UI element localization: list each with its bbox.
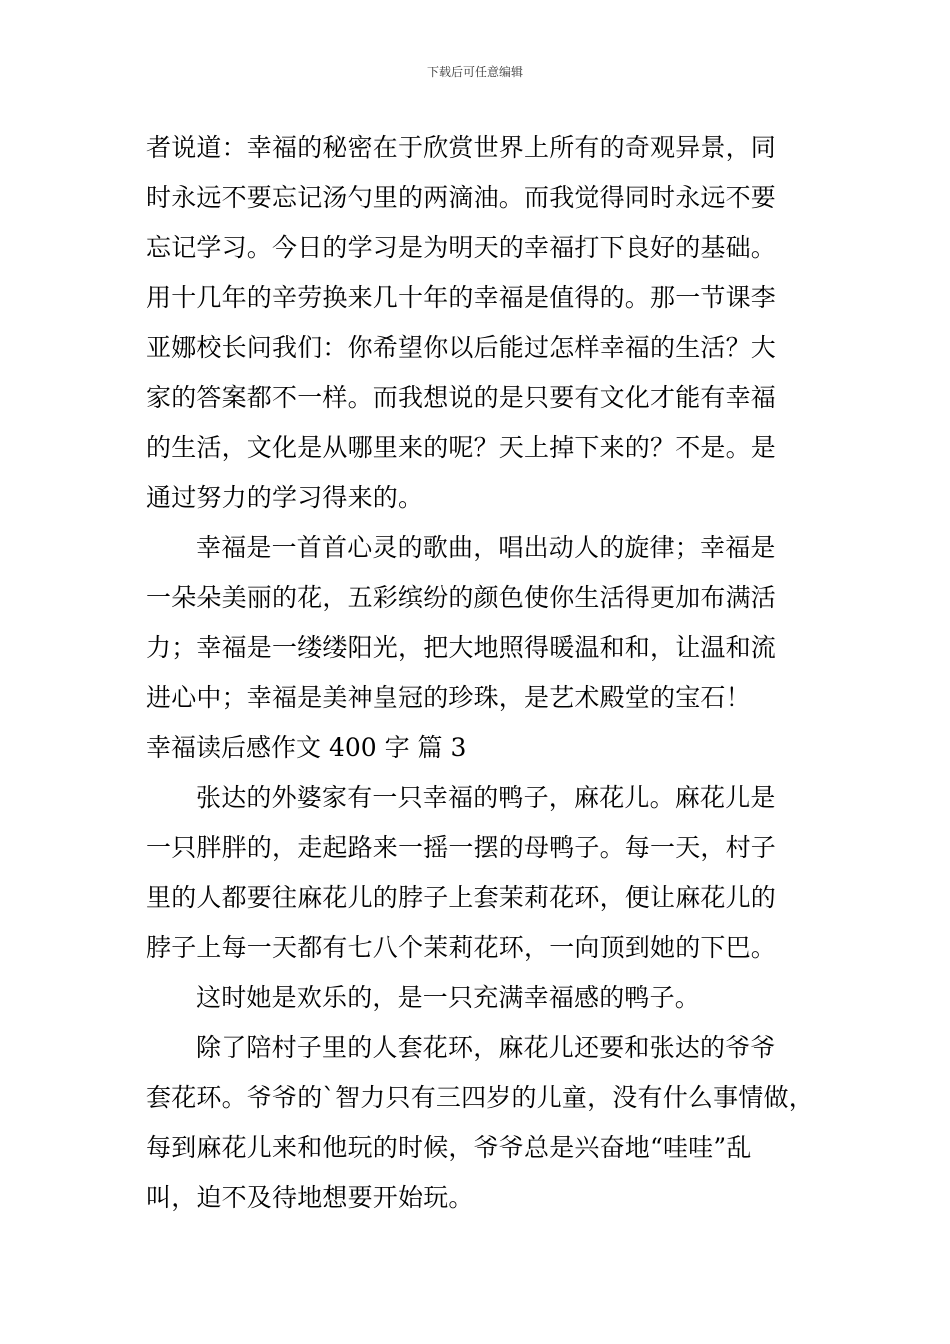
text-line: 一只胖胖的，走起路来一摇一摆的母鸭子。每一天，村子 bbox=[146, 833, 777, 862]
text-line: 时永远不要忘记汤勺里的两滴油。而我觉得同时永远不要 bbox=[146, 183, 777, 212]
text-line: 用十几年的辛劳换来几十年的幸福是值得的。那一节课李 bbox=[146, 283, 777, 312]
section-heading: 幸福读后感作文 400 字 篇 3 bbox=[146, 733, 467, 762]
paragraph-first-line: 张达的外婆家有一只幸福的鸭子，麻花儿。麻花儿是 bbox=[196, 783, 776, 812]
text-line: 亚娜校长问我们：你希望你以后能过怎样幸福的生活？大 bbox=[146, 333, 777, 362]
text-line: 一朵朵美丽的花，五彩缤纷的颜色使你生活得更加布满活 bbox=[146, 583, 777, 612]
text-line: 叫，迫不及待地想要开始玩。 bbox=[146, 1183, 474, 1212]
paragraph-first-line: 除了陪村子里的人套花环，麻花儿还要和张达的爷爷 bbox=[196, 1033, 776, 1062]
text-line: 通过努力的学习得来的。 bbox=[146, 483, 424, 512]
paragraph-first-line: 幸福是一首首心灵的歌曲，唱出动人的旋律；幸福是 bbox=[196, 533, 776, 562]
text-line: 里的人都要往麻花儿的脖子上套茉莉花环，便让麻花儿的 bbox=[146, 883, 777, 912]
text-line: 每到麻花儿来和他玩的时候，爷爷总是兴奋地“哇哇”乱 bbox=[146, 1133, 752, 1162]
text-line: 者说道：幸福的秘密在于欣赏世界上所有的奇观异景，同 bbox=[146, 133, 777, 162]
paragraph-first-line: 这时她是欢乐的，是一只充满幸福感的鸭子。 bbox=[196, 983, 701, 1012]
page-header-note: 下载后可任意编辑 bbox=[426, 65, 523, 79]
text-line: 进心中；幸福是美神皇冠的珍珠，是艺术殿堂的宝石！ bbox=[146, 683, 751, 712]
text-line: 的生活，文化是从哪里来的呢？天上掉下来的？不是。是 bbox=[146, 433, 777, 462]
text-line: 力；幸福是一缕缕阳光，把大地照得暖温和和，让温和流 bbox=[146, 633, 777, 662]
text-line: 脖子上每一天都有七八个茉莉花环，一向顶到她的下巴。 bbox=[146, 933, 777, 962]
text-line: 套花环。爷爷的`智力只有三四岁的儿童，没有什么事情做， bbox=[146, 1083, 814, 1112]
text-line: 忘记学习。今日的学习是为明天的幸福打下良好的基础。 bbox=[146, 233, 777, 262]
text-line: 家的答案都不一样。而我想说的是只要有文化才能有幸福 bbox=[146, 383, 777, 412]
